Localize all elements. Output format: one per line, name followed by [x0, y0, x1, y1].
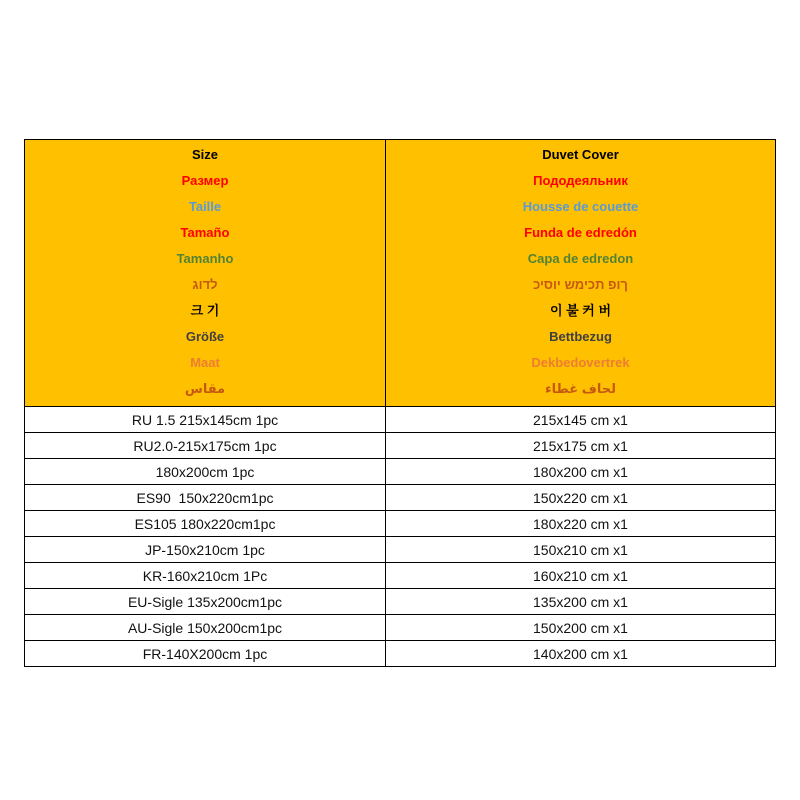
size-header-label: Размер	[181, 173, 229, 188]
size-chart-table	[24, 139, 776, 667]
size-cell: RU2.0-215x175cm 1pc	[25, 433, 386, 459]
cover-header-label: لحاف غطاء	[545, 381, 616, 396]
cover-header-label: Пододеяльник	[533, 173, 628, 188]
size-cell: ES90 150x220cm1pc	[25, 485, 386, 511]
cover-cell: 160x210 cm x1	[386, 563, 776, 589]
cover-header-label: Dekbedovertrek	[531, 355, 630, 370]
cover-header-label: Bettbezug	[549, 329, 612, 344]
table-row	[25, 563, 776, 589]
size-header-label: مقاس	[184, 381, 226, 396]
size-header-label: Tamaño	[180, 225, 230, 240]
table-row	[25, 615, 776, 641]
cover-cell: 150x210 cm x1	[386, 537, 776, 563]
table-row	[25, 433, 776, 459]
size-header-cell	[25, 140, 386, 407]
duvet-cover-header-cell	[386, 140, 776, 407]
size-header-label: Maat	[190, 355, 220, 370]
size-cell: AU-Sigle 150x200cm1pc	[25, 615, 386, 641]
size-header-label: Taille	[188, 199, 222, 214]
cover-cell: 180x200 cm x1	[386, 459, 776, 485]
cover-header-label: Capa de edredon	[527, 251, 634, 266]
cover-cell: 215x175 cm x1	[386, 433, 776, 459]
cover-header-label: Duvet Cover	[542, 147, 619, 162]
table-row	[25, 485, 776, 511]
cover-cell: 150x200 cm x1	[386, 615, 776, 641]
table-row	[25, 459, 776, 485]
size-header-label: 크 기	[190, 303, 220, 318]
cover-header-label: 이 불 커 버	[549, 303, 612, 318]
table-row	[25, 537, 776, 563]
table-row	[25, 641, 776, 667]
size-cell: RU 1.5 215x145cm 1pc	[25, 407, 386, 433]
cover-cell: 140x200 cm x1	[386, 641, 776, 667]
size-cell: JP-150x210cm 1pc	[25, 537, 386, 563]
size-header-label: Größe	[185, 329, 225, 344]
cover-cell: 180x220 cm x1	[386, 511, 776, 537]
table-row	[25, 511, 776, 537]
size-cell: KR-160x210cm 1Pc	[25, 563, 386, 589]
table-row	[25, 589, 776, 615]
cover-header-label: Housse de couette	[522, 199, 639, 214]
size-header-label: לדוג	[192, 277, 218, 292]
table-row	[25, 407, 776, 433]
cover-header-label: ךופ תכימש יוסיכ	[533, 277, 628, 292]
size-cell: EU-Sigle 135x200cm1pc	[25, 589, 386, 615]
cover-cell: 135x200 cm x1	[386, 589, 776, 615]
cover-cell: 150x220 cm x1	[386, 485, 776, 511]
header-row	[25, 140, 776, 407]
size-cell: 180x200cm 1pc	[25, 459, 386, 485]
cover-cell: 215x145 cm x1	[386, 407, 776, 433]
size-header-label: Size	[191, 147, 218, 162]
cover-header-label: Funda de edredón	[524, 225, 637, 240]
size-cell: ES105 180x220cm1pc	[25, 511, 386, 537]
size-header-label: Tamanho	[176, 251, 234, 266]
size-cell: FR-140X200cm 1pc	[25, 641, 386, 667]
